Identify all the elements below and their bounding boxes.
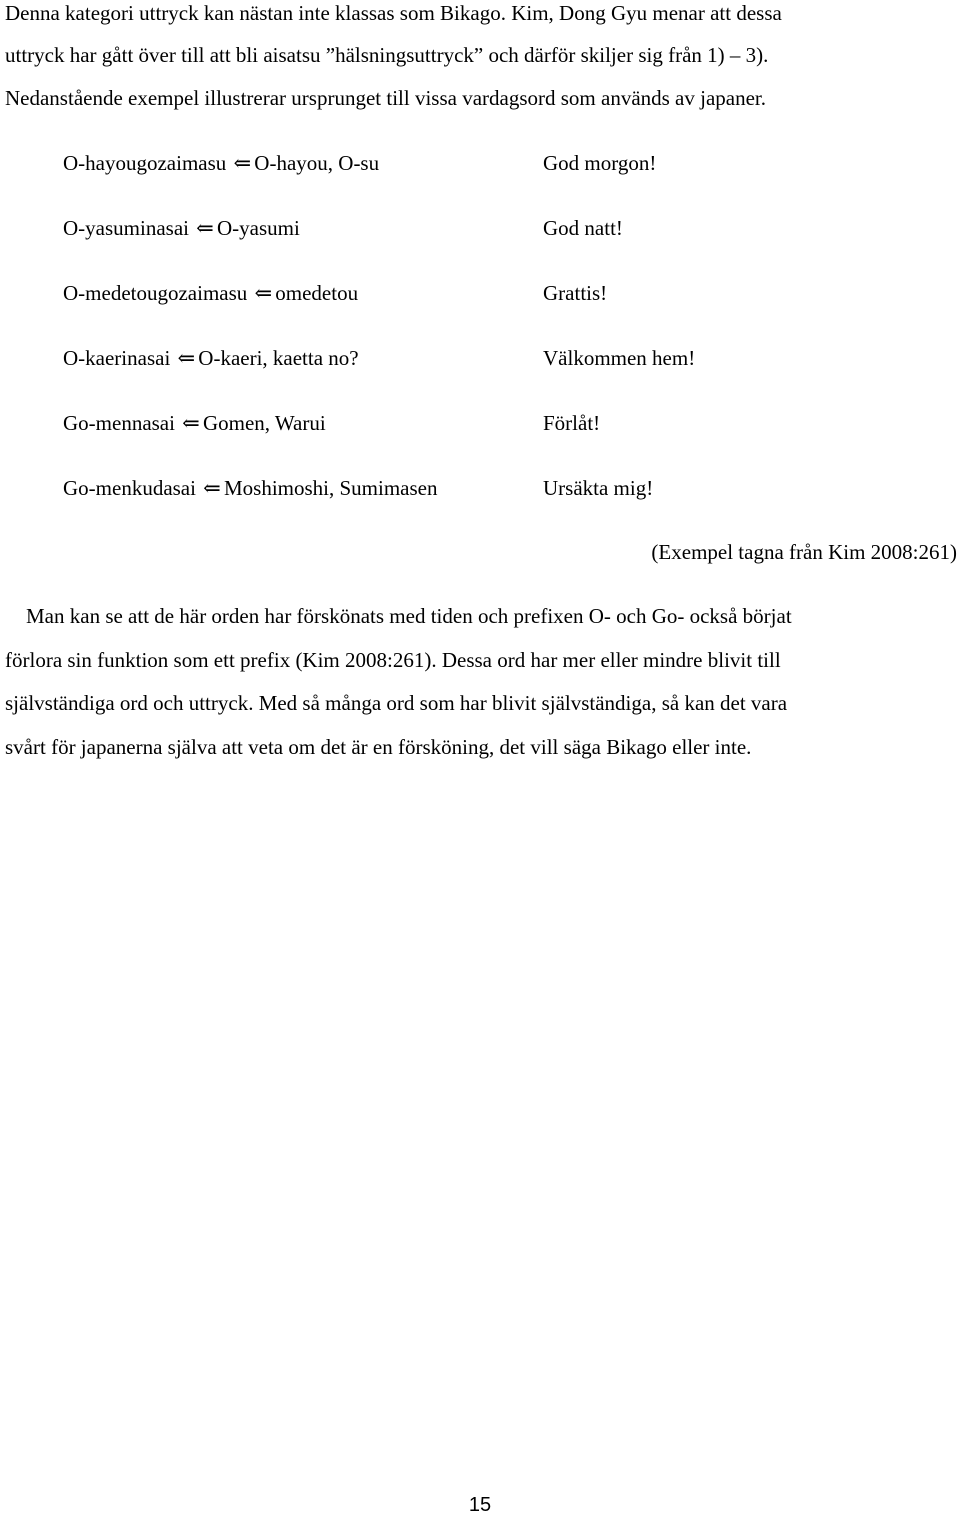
origin-form: O-yasumi <box>216 216 300 240</box>
paragraph-line-4: svårt för japanerna själva att veta om det är en försköning, det vill säga Bikago eller inte. <box>5 735 752 759</box>
example-row <box>0 473 960 503</box>
example-row <box>0 278 960 308</box>
swedish-translation: Välkommen hem! <box>543 346 696 370</box>
arrow-left-icon: ⇐ <box>233 151 252 175</box>
intro-line-1: Denna kategori uttryck kan nästan inte klassas som Bikago. Kim, Dong Gyu menar att dessa <box>5 1 782 25</box>
origin-form: O-kaeri, kaetta no? <box>198 346 359 370</box>
polite-form: O-medetougozaimasu <box>63 281 248 305</box>
arrow-left-icon: ⇐ <box>177 346 196 370</box>
example-row <box>0 408 960 438</box>
swedish-translation: Grattis! <box>543 281 608 305</box>
arrow-left-icon: ⇐ <box>196 216 214 240</box>
polite-form: O-yasuminasai <box>63 216 189 240</box>
paragraph-line-3: självständiga ord och uttryck. Med så många ord som har blivit självständiga, så kan det vara <box>5 691 788 715</box>
origin-form: omedetou <box>275 281 359 305</box>
arrow-left-icon: ⇐ <box>254 281 273 305</box>
swedish-translation: God morgon! <box>543 151 657 175</box>
intro-line-3: Nedanstående exempel illustrerar ursprunget till vissa vardagsord som används av japaner. <box>5 86 767 110</box>
arrow-left-icon: ⇐ <box>203 476 221 500</box>
example-citation: (Exempel tagna från Kim 2008:261) <box>651 540 957 564</box>
polite-form: Go-mennasai <box>63 411 175 435</box>
origin-form: Gomen, Warui <box>202 411 326 435</box>
paragraph-line-1: Man kan se att de här orden har förskönats med tiden och prefixen O- och Go- också börjat <box>5 604 792 628</box>
example-row <box>0 343 960 373</box>
origin-form: O-hayou, O-su <box>254 151 380 175</box>
page-number: 15 <box>468 1494 492 1516</box>
paragraph-line-2: förlora sin funktion som ett prefix (Kim 2008:261). Dessa ord har mer eller mindre blivit till <box>5 648 781 672</box>
polite-form: Go-menkudasai <box>63 476 196 500</box>
swedish-translation: Ursäkta mig! <box>543 476 654 500</box>
polite-form: O-hayougozaimasu <box>63 151 227 175</box>
example-row <box>0 148 960 178</box>
example-row <box>0 213 960 243</box>
arrow-left-icon: ⇐ <box>182 411 200 435</box>
polite-form: O-kaerinasai <box>63 346 171 370</box>
origin-form: Moshimoshi, Sumimasen <box>223 476 438 500</box>
swedish-translation: Förlåt! <box>543 411 601 435</box>
intro-line-2: uttryck har gått över till att bli aisatsu ”hälsningsuttryck” och därför skiljer sig från 1) – 3). <box>5 43 769 67</box>
swedish-translation: God natt! <box>543 216 623 240</box>
